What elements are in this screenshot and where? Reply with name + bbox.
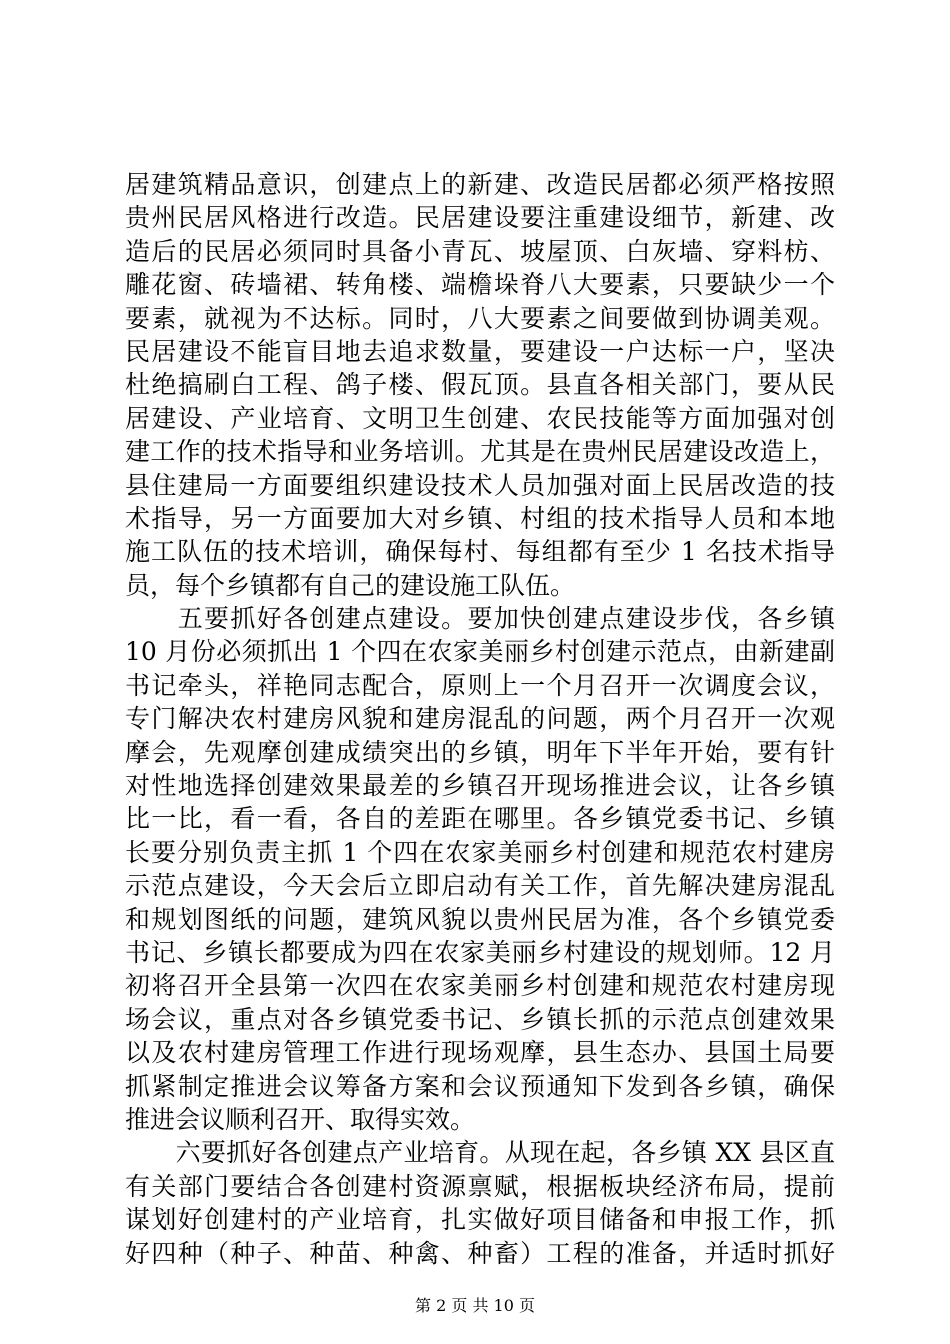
text-line: 推进会议顺利召开、取得实效。 [125, 1104, 476, 1134]
text-line: 贵州民居风格进行改造。民居建设要注重建设细节，新建、改 [125, 203, 835, 233]
page-footer: 第 2 页 共 10 页 [415, 1296, 535, 1315]
text-line: 长要分别负责主抓 1 个四在农家美丽乡村创建和规范农村建房 [125, 837, 835, 867]
body-text [125, 168, 835, 1270]
text-line: 书记牵头，祥艳同志配合，原则上一个月召开一次调度会议， [125, 670, 835, 700]
text-line: 员，每个乡镇都有自己的建设施工队伍。 [125, 570, 576, 600]
text-line: 摩会，先观摩创建成绩突出的乡镇，明年下半年开始，要有针 [125, 737, 835, 767]
text-line: 书记、乡镇长都要成为四在农家美丽乡村建设的规划师。12 月 [125, 937, 835, 967]
text-line: 比一比，看一看，各自的差距在哪里。各乡镇党委书记、乡镇 [125, 804, 835, 834]
text-line: 居建筑精品意识，创建点上的新建、改造民居都必须严格按照 [125, 170, 835, 199]
text-line: 好四种（种子、种苗、种禽、种畜）工程的准备，并适时抓好 [125, 1238, 835, 1268]
text-line: 有关部门要结合各创建村资源禀赋，根据板块经济布局，提前 [125, 1171, 835, 1201]
text-line: 和规划图纸的问题，建筑风貌以贵州民居为准，各个乡镇党委 [125, 904, 835, 934]
text-line: 造后的民居必须同时具备小青瓦、坡屋顶、白灰墙、穿料枋、 [125, 236, 835, 266]
text-line: 10 月份必须抓出 1 个四在农家美丽乡村创建示范点，由新建副 [125, 637, 835, 667]
text-line: 示范点建设，今天会后立即启动有关工作，首先解决建房混乱 [125, 871, 835, 901]
text-line: 居建设、产业培育、文明卫生创建、农民技能等方面加强对创 [125, 403, 835, 433]
text-line: 抓紧制定推进会议筹备方案和会议预通知下发到各乡镇，确保 [125, 1071, 835, 1101]
text-line: 术指导，另一方面要加大对乡镇、村组的技术指导人员和本地 [125, 503, 835, 533]
text-line: 谋划好创建村的产业培育，扎实做好项目储备和申报工作，抓 [125, 1205, 835, 1235]
text-line: 以及农村建房管理工作进行现场观摩，县生态办、县国土局要 [125, 1038, 835, 1068]
text-line: 杜绝搞刷白工程、鸽子楼、假瓦顶。县直各相关部门，要从民 [125, 370, 835, 400]
text-line: 要素，就视为不达标。同时，八大要素之间要做到协调美观。 [125, 303, 835, 333]
text-line: 县住建局一方面要组织建设技术人员加强对面上民居改造的技 [125, 470, 835, 500]
text-line: 初将召开全县第一次四在农家美丽乡村创建和规范农村建房现 [125, 971, 835, 1001]
text-line: 五要抓好各创建点建设。要加快创建点建设步伐，各乡镇 [125, 604, 835, 634]
text-line: 六要抓好各创建点产业培育。从现在起，各乡镇 XX 县区直 [125, 1138, 835, 1168]
text-line: 场会议，重点对各乡镇党委书记、乡镇长抓的示范点创建效果 [125, 1004, 835, 1034]
text-line: 建工作的技术指导和业务培训。尤其是在贵州民居建设改造上， [125, 437, 835, 467]
text-line: 专门解决农村建房风貌和建房混乱的问题，两个月召开一次观 [125, 704, 835, 734]
text-line: 民居建设不能盲目地去追求数量，要建设一户达标一户，坚决 [125, 336, 835, 366]
text-line: 对性地选择创建效果最差的乡镇召开现场推进会议，让各乡镇 [125, 771, 835, 801]
text-line: 雕花窗、砖墙裙、转角楼、端檐垛脊八大要素，只要缺少一个 [125, 270, 835, 300]
text-line: 施工队伍的技术培训，确保每村、每组都有至少 1 名技术指导 [125, 537, 835, 567]
